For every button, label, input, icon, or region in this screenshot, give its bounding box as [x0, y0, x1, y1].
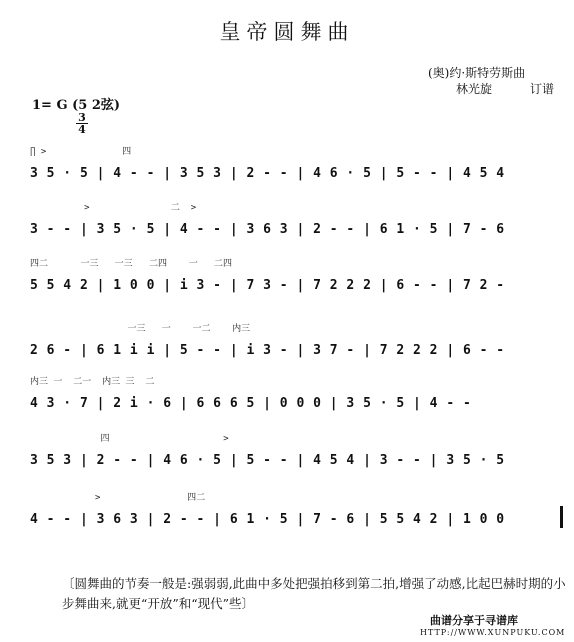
staff-line-3 [30, 259, 550, 302]
staff-notes-7: 4 - - | 3 6 3 | 2 - - | 6 1 · 5 | 7 - 6 | 5 5 4 2 | 1 0 0 [30, 512, 505, 527]
score-title: 皇帝圆舞曲 [219, 20, 355, 44]
arranger-name: 林光旋 [456, 82, 493, 96]
composer-credit: (奥)约·斯特劳斯曲 [428, 66, 526, 80]
staff-line-6 [30, 434, 550, 477]
key-signature: 1= G (5 2弦) [32, 98, 121, 113]
time-signature-bottom: 4 [78, 123, 86, 136]
staff-line-5 [30, 377, 550, 420]
staff-notes-2: 3 - - | 3 5 · 5 | 4 - - | 3 6 3 | 2 - - | 6 1 · 5 | 7 - 6 [30, 222, 505, 237]
arranger-role: 订谱 [530, 82, 555, 96]
final-barline [560, 506, 563, 528]
footer-url: HTTP://WWW.XUNPUKU.COM [420, 628, 566, 637]
staff-line-7 [30, 493, 550, 536]
staff-line-1 [30, 147, 550, 190]
staff-marks-4: 一三 一 一二 内三 [30, 324, 251, 334]
comment-note: 〔圆舞曲的节奏一般是:强弱弱,此曲中多处把强拍移到第二拍,增强了动感,比起巴赫时期的小步舞曲来,就更“开放”和“现代”些〕 [62, 576, 566, 611]
staff-notes-1: 3 5 · 5 | 4 - - | 3 5 3 | 2 - - | 4 6 · 5 | 5 - - | 4 5 4 [30, 166, 505, 181]
staff-marks-2: > 二 > [30, 203, 235, 213]
staff-marks-3: 四二 一三 一三 二四 一 二四 [30, 259, 232, 269]
staff-marks-1: ∏ > 四 [30, 147, 197, 157]
staff-marks-5: 内三 一 二一 内三 三 二 [30, 377, 231, 387]
staff-marks-6: 四 > [30, 434, 245, 444]
staff-notes-5: 4 3 · 7 | 2 i · 6 | 6 6 6 5 | 0 0 0 | 3 5 · 5 | 4 - - [30, 396, 472, 411]
footer-site-text: 曲谱分享于寻谱库 [430, 614, 518, 627]
staff-line-4 [30, 324, 550, 367]
staff-notes-4: 2 6 - | 6 1 i i | 5 - - | i 3 - | 3 7 - | 7 2 2 2 | 6 - - [30, 343, 505, 358]
staff-line-2 [30, 203, 550, 246]
time-signature [76, 112, 88, 135]
staff-notes-3: 5 5 4 2 | 1 0 0 | i 3 - | 7 3 - | 7 2 2 2 | 6 - - | 7 2 - [30, 278, 505, 293]
staff-marks-7: > 四二 [30, 493, 244, 503]
staff-notes-6: 3 5 3 | 2 - - | 4 6 · 5 | 5 - - | 4 5 4 | 3 - - | 3 5 · 5 [30, 453, 505, 468]
time-signature-top: 3 [78, 111, 86, 124]
